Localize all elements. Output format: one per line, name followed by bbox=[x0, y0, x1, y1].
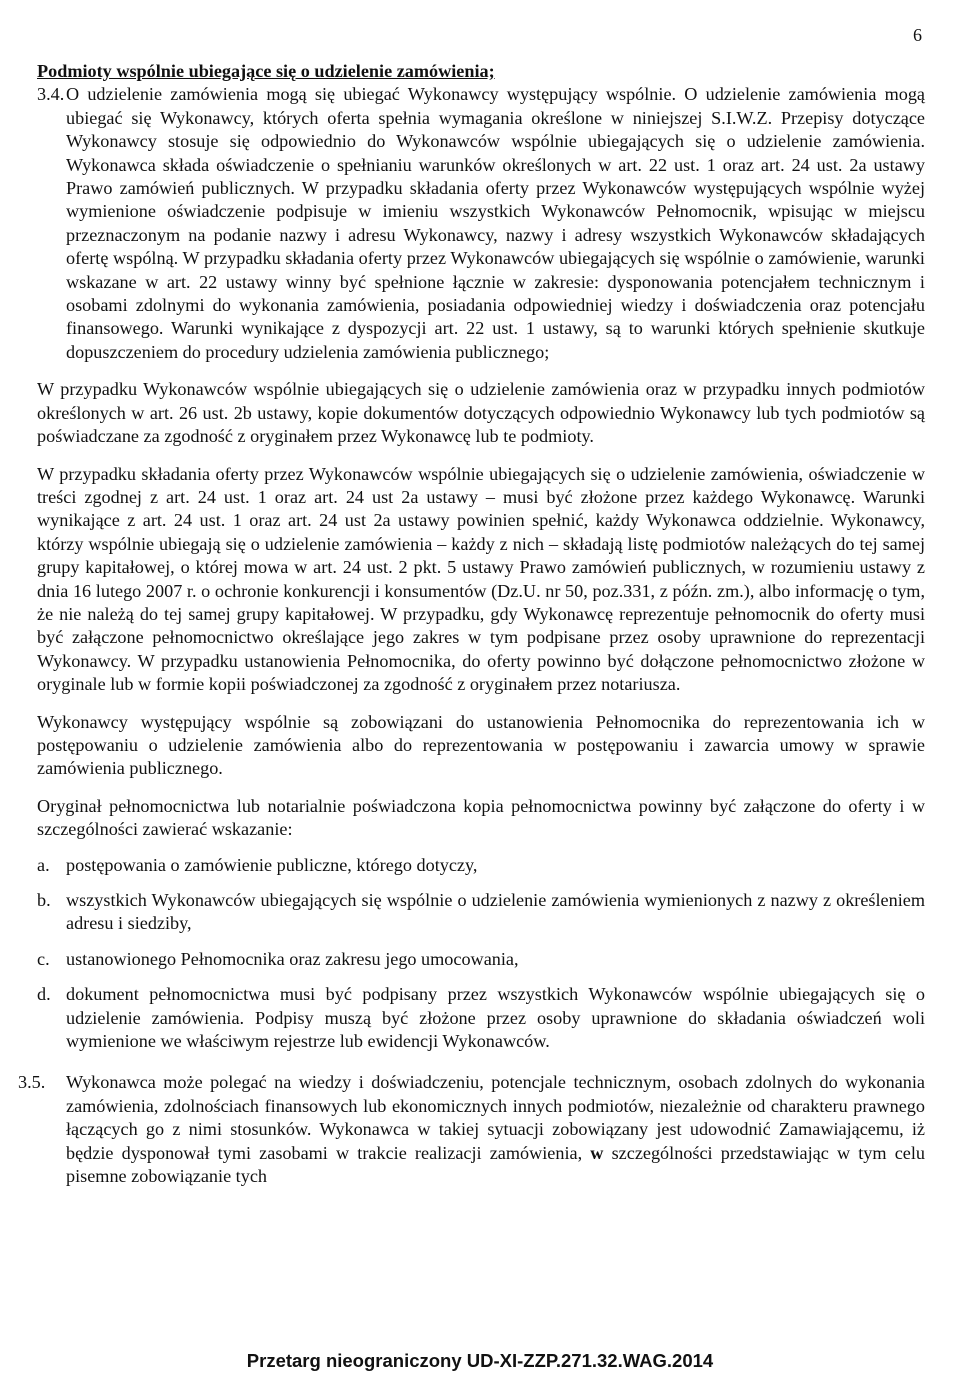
list-letter: b. bbox=[37, 890, 51, 910]
section-heading: Podmioty wspólnie ubiegające się o udzielenie zamówienia; bbox=[37, 61, 495, 81]
section-number: 3.4. bbox=[37, 84, 65, 105]
section-3-5 bbox=[18, 1071, 925, 1188]
paragraph-3: Wykonawcy występujący wspólnie są zobowiązani do ustanowienia Pełnomocnika do reprezentowania ich w postępowaniu o udzielenie zamówienia albo do reprezentowania w postępowaniu i zawarcia umowy w sprawie zamówienia publicznego. bbox=[37, 711, 925, 779]
section-text-part: Wykonawca może polegać na wiedzy i doświadczeniu, potencjale technicznym, osobach zdolnych do wykonania zamówienia, zdolnościach finansowych lub ekonomicznych innych podmiotów, niezależnie od charakteru prawnego łączących go z nimi stosunków. Wykonawca w takiej sytuacji zobowiązany jest udowodnić Zamawiającemu, iż będzie dysponował tymi zasobami w trakcie realizacji zamówienia, bbox=[66, 1072, 925, 1163]
section-text bbox=[66, 1071, 925, 1188]
paragraph-1: W przypadku Wykonawców wspólnie ubiegających się o udzielenie zamówienia oraz w przypadku innych podmiotów określonych w art. 26 ust. 2b ustawy, kopie dokumentów dotyczących odpowiednio Wykonawcy lub tych podmiotów są poświadczane za zgodność z oryginałem przez Wykonawcę lub te podmioty. bbox=[37, 379, 925, 447]
page-number: 6 bbox=[913, 25, 922, 45]
authorization-list bbox=[37, 854, 925, 1054]
section-3-4 bbox=[37, 83, 925, 364]
footer-tender-id: Przetarg nieograniczony UD-XI-ZZP.271.32.WAG.2014 bbox=[246, 1350, 714, 1371]
list-item bbox=[37, 854, 925, 877]
section-text: O udzielenie zamówienia mogą się ubiegać Wykonawcy występujący wspólnie. O udzielenie zamówienia mogą ubiegać się Wykonawcy, których oferta spełnia wymagania określone w niniejszej S.I.W.Z. Przepisy dotyczące Wykonawcy stosuje się odpowiednio do Wykonawców wspólnie ubiegających się o udzielenie zamówienia. Wykonawca składa oświadczenie o spełnianiu warunków określonych w art. 22 ust. 1 oraz art. 24 ust. 2a ustawy Prawo zamówień publicznych. W przypadku składania oferty przez Wykonawców występujących wspólnie wyżej wymienione oświadczenie podpisuje w imieniu wszystkich Wykonawców Pełnomocnik, wpisując w miejscu przeznaczonym na podanie nazwy i adresu Wykonawcy, nazwy i adresy wszystkich Wykonawców składających ofertę wspólną. W przypadku składania oferty przez Wykonawców ubiegających się wspólnie o zamówienie, warunki wskazane w art. 22 ustawy winny być spełnione łącznie w zakresie: dysponowania potencjałem technicznym i osobami zdolnymi do wykonania zamówienia, posiadania odpowiedniej wiedzy i doświadczenia oraz potencjału finansowego. Warunki wynikające z dyspozycji art. 22 ust. 1 ustawy, są to warunki których spełnienie skutkuje dopuszczeniem do procedury udzielenia zamówienia publicznego; bbox=[66, 84, 925, 362]
paragraph-2: W przypadku składania oferty przez Wykonawców wspólnie ubiegających się o udzielenie zamówienia, oświadczenie w treści zgodnej z art. 24 ust. 1 oraz art. 24 ust 2a ustawy – musi być złożone przez każdego Wykonawcę. Warunki wynikające z art. 24 ust. 1 oraz art. 24 ust 2a ustawy powinien spełnić, każdy Wykonawca oddzielnie. Wykonawcy, którzy wspólnie ubiegają się o udzielenie zamówienia – każdy z nich – składają listę podmiotów należących do tej samej grupy kapitałowej, o której mowa w art. 24 ust. 2 pkt. 5 ustawy Prawo zamówień publicznych, w rozumieniu ustawy z dnia 16 lutego 2007 r. o ochronie konkurencji i konsumentów (Dz.U. nr 50, poz.331, z późn. zm.), albo informację o tym, że nie należą do tej samej grupy kapitałowej. W przypadku, gdy Wykonawcę reprezentuje pełnomocnik do oferty musi być załączone pełnomocnictwo określające jego zakres w tym podpisane przez osoby uprawnione do reprezentacji Wykonawcy. W przypadku ustanowienia Pełnomocnika, do oferty powinno być dołączone pełnomocnictwo złożone w oryginale lub w formie kopii poświadczonej za zgodność z oryginałem przez notariusza. bbox=[37, 463, 925, 695]
list-letter: d. bbox=[37, 984, 51, 1005]
list-letter: a. bbox=[37, 854, 50, 875]
bold-word: w bbox=[590, 1142, 604, 1163]
list-item bbox=[37, 889, 925, 936]
list-text: dokument pełnomocnictwa musi być podpisany przez wszystkich Wykonawców wspólnie ubiegających się o udzielenie zamówienia. Podpisy muszą być złożone przez osoby uprawnione do składania oświadczeń woli wymienione we właściwym rejestrze lub ewidencji Wykonawców. bbox=[66, 984, 925, 1052]
list-item bbox=[37, 948, 925, 971]
list-text: ustanowionego Pełnomocnika oraz zakresu jego umocowania, bbox=[66, 948, 519, 969]
paragraph-4: Oryginał pełnomocnictwa lub notarialnie poświadczona kopia pełnomocnictwa powinny być załączone do oferty i w szczególności zawierać wskazanie: bbox=[37, 795, 925, 840]
list-text: postępowania o zamówienie publiczne, którego dotyczy, bbox=[66, 854, 478, 875]
list-letter: c. bbox=[37, 948, 50, 969]
list-item bbox=[37, 983, 925, 1053]
document-body bbox=[18, 60, 925, 1188]
list-text: wszystkich Wykonawców ubiegających się wspólnie o udzielenie zamówienia wymienionych z nazwy z określeniem adresu i siedziby, bbox=[66, 890, 925, 934]
section-text-part: szczególności przedstawiając w tym celu pisemne zobowiązanie tych bbox=[66, 1142, 925, 1187]
section-number: 3.5. bbox=[18, 1072, 46, 1093]
